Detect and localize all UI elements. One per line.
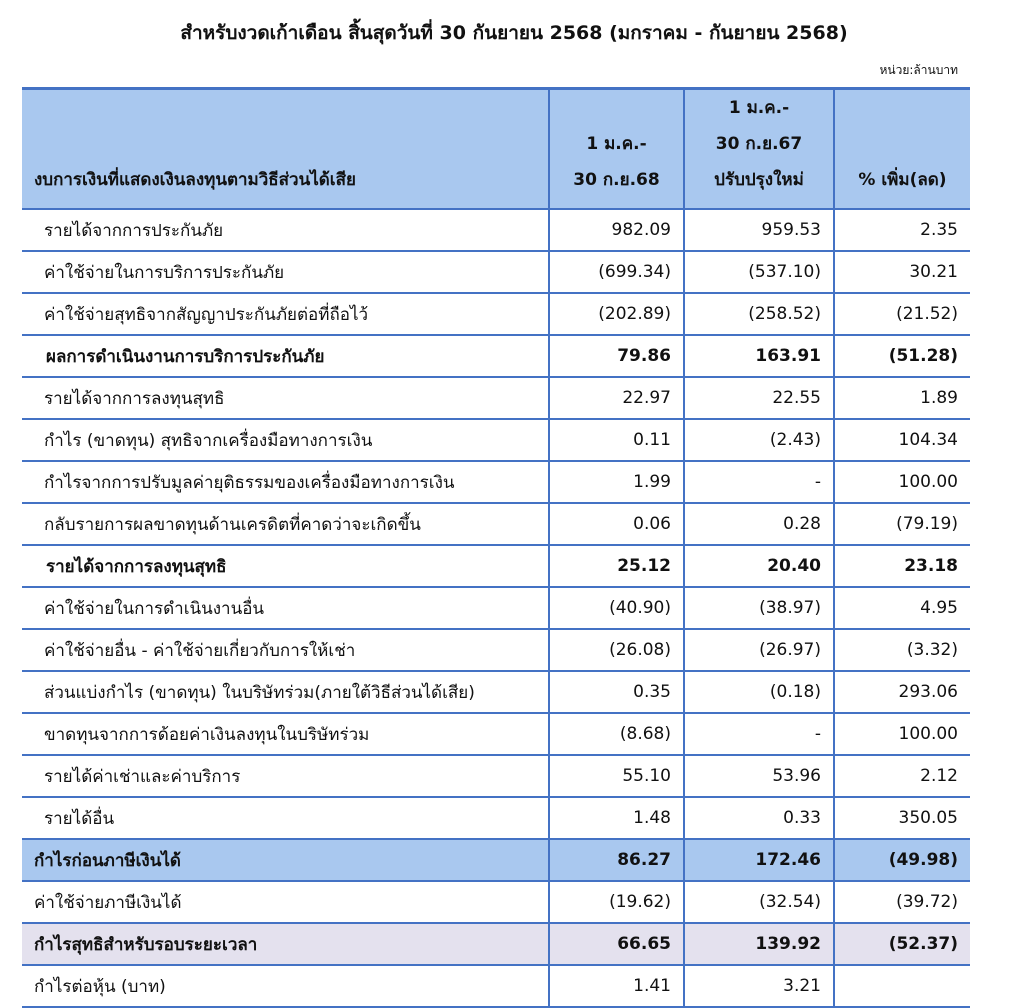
row-label: รายได้จากการลงทุนสุทธิ <box>22 545 549 587</box>
row-label: ค่าใช้จ่ายภาษีเงินได้ <box>22 881 549 923</box>
value-2568: 86.27 <box>549 839 684 881</box>
value-2567: 53.96 <box>684 755 834 797</box>
row-label: ค่าใช้จ่ายในการดำเนินงานอื่น <box>22 587 549 629</box>
value-2567: (2.43) <box>684 419 834 461</box>
percent-change: 350.05 <box>834 797 970 839</box>
percent-change: 100.00 <box>834 713 970 755</box>
percent-change: (52.37) <box>834 923 970 965</box>
row-label: รายได้อื่น <box>22 797 549 839</box>
value-2568: 0.06 <box>549 503 684 545</box>
value-2567: 0.28 <box>684 503 834 545</box>
header-period-2568-line2: 30 ก.ย.68 <box>573 170 660 190</box>
value-2567: 172.46 <box>684 839 834 881</box>
value-2568: (699.34) <box>549 251 684 293</box>
percent-change: 23.18 <box>834 545 970 587</box>
value-2567: (32.54) <box>684 881 834 923</box>
header-percent-change-text: % เพิ่ม(ลด) <box>858 170 947 190</box>
value-2567: 163.91 <box>684 335 834 377</box>
percent-change: (49.98) <box>834 839 970 881</box>
value-2567: - <box>684 461 834 503</box>
table-row <box>22 965 970 1007</box>
value-2568: 66.65 <box>549 923 684 965</box>
header-period-2567-line2: 30 ก.ย.67 <box>715 134 803 154</box>
value-2568: 0.11 <box>549 419 684 461</box>
report-title: สำหรับงวดเก้าเดือน สิ้นสุดวันที่ 30 กันยายน 2568 (มกราคม - กันยายน 2568) <box>180 22 848 44</box>
value-2568: 0.35 <box>549 671 684 713</box>
table-row <box>22 755 970 797</box>
table-row <box>22 377 970 419</box>
financial-table <box>22 87 970 1008</box>
header-percent-change <box>834 89 970 210</box>
percent-change: 104.34 <box>834 419 970 461</box>
row-label: ส่วนแบ่งกำไร (ขาดทุน) ในบริษัทร่วม(ภายใต้วิธีส่วนได้เสีย) <box>22 671 549 713</box>
percent-change: (51.28) <box>834 335 970 377</box>
value-2568: (8.68) <box>549 713 684 755</box>
row-label: กำไรก่อนภาษีเงินได้ <box>22 839 549 881</box>
value-2568: 1.41 <box>549 965 684 1007</box>
header-period-2568-line1: 1 ม.ค.- <box>586 134 647 154</box>
percent-change: 1.89 <box>834 377 970 419</box>
value-2567: (38.97) <box>684 587 834 629</box>
value-2567: (258.52) <box>684 293 834 335</box>
unit-label: หน่วย:ล้านบาท <box>879 63 958 77</box>
row-label: ค่าใช้จ่ายสุทธิจากสัญญาประกันภัยต่อที่ถือไว้ <box>22 293 549 335</box>
table-row <box>22 713 970 755</box>
value-2567: 139.92 <box>684 923 834 965</box>
value-2568: 1.48 <box>549 797 684 839</box>
value-2568: (40.90) <box>549 587 684 629</box>
percent-change: (21.52) <box>834 293 970 335</box>
subtotal-row <box>22 335 970 377</box>
value-2567: (26.97) <box>684 629 834 671</box>
table-row <box>22 419 970 461</box>
table-row <box>22 503 970 545</box>
value-2568: 25.12 <box>549 545 684 587</box>
table-row <box>22 629 970 671</box>
value-2568: (26.08) <box>549 629 684 671</box>
header-period-2567-line1: 1 ม.ค.- <box>728 98 790 118</box>
percent-change: 30.21 <box>834 251 970 293</box>
percent-change: 2.12 <box>834 755 970 797</box>
value-2567: (0.18) <box>684 671 834 713</box>
row-label: ค่าใช้จ่ายอื่น - ค่าใช้จ่ายเกี่ยวกับการให้เช่า <box>22 629 549 671</box>
header-period-2568 <box>549 89 684 210</box>
percent-change: (79.19) <box>834 503 970 545</box>
table-row <box>22 881 970 923</box>
subtotal-row <box>22 545 970 587</box>
row-label: กำไรสุทธิสำหรับรอบระยะเวลา <box>22 923 549 965</box>
row-label: กำไร (ขาดทุน) สุทธิจากเครื่องมือทางการเงิน <box>22 419 549 461</box>
value-2568: 1.99 <box>549 461 684 503</box>
value-2567: - <box>684 713 834 755</box>
row-label: ผลการดำเนินงานการบริการประกันภัย <box>22 335 549 377</box>
row-label: กำไรจากการปรับมูลค่ายุติธรรมของเครื่องมือทางการเงิน <box>22 461 549 503</box>
value-2568: (19.62) <box>549 881 684 923</box>
value-2567: (537.10) <box>684 251 834 293</box>
percent-change: 4.95 <box>834 587 970 629</box>
percent-change: 293.06 <box>834 671 970 713</box>
table-row <box>22 209 970 251</box>
row-label: ขาดทุนจากการด้อยค่าเงินลงทุนในบริษัทร่วม <box>22 713 549 755</box>
percent-change: 100.00 <box>834 461 970 503</box>
percent-change: (3.32) <box>834 629 970 671</box>
percent-change <box>834 965 970 1007</box>
table-row <box>22 293 970 335</box>
row-label: ค่าใช้จ่ายในการบริการประกันภัย <box>22 251 549 293</box>
row-label: รายได้จากการประกันภัย <box>22 209 549 251</box>
table-row <box>22 587 970 629</box>
header-description-text: งบการเงินที่แสดงเงินลงทุนตามวิธีส่วนได้เสีย <box>34 170 356 190</box>
pretax-profit-row <box>22 839 970 881</box>
value-2568: 79.86 <box>549 335 684 377</box>
table-header-row <box>22 89 970 210</box>
percent-change: 2.35 <box>834 209 970 251</box>
table-row <box>22 797 970 839</box>
value-2568: (202.89) <box>549 293 684 335</box>
net-profit-row <box>22 923 970 965</box>
value-2567: 3.21 <box>684 965 834 1007</box>
table-row <box>22 461 970 503</box>
value-2567: 20.40 <box>684 545 834 587</box>
value-2568: 982.09 <box>549 209 684 251</box>
header-period-2567-line3: ปรับปรุงใหม่ <box>714 170 804 190</box>
percent-change: (39.72) <box>834 881 970 923</box>
row-label: กำไรต่อหุ้น (บาท) <box>22 965 549 1007</box>
table-row <box>22 251 970 293</box>
value-2567: 22.55 <box>684 377 834 419</box>
table-row <box>22 671 970 713</box>
value-2567: 959.53 <box>684 209 834 251</box>
value-2567: 0.33 <box>684 797 834 839</box>
header-period-2567 <box>684 89 834 210</box>
row-label: กลับรายการผลขาดทุนด้านเครดิตที่คาดว่าจะเกิดขึ้น <box>22 503 549 545</box>
row-label: รายได้จากการลงทุนสุทธิ <box>22 377 549 419</box>
row-label: รายได้ค่าเช่าและค่าบริการ <box>22 755 549 797</box>
value-2568: 22.97 <box>549 377 684 419</box>
value-2568: 55.10 <box>549 755 684 797</box>
header-description <box>22 89 549 210</box>
